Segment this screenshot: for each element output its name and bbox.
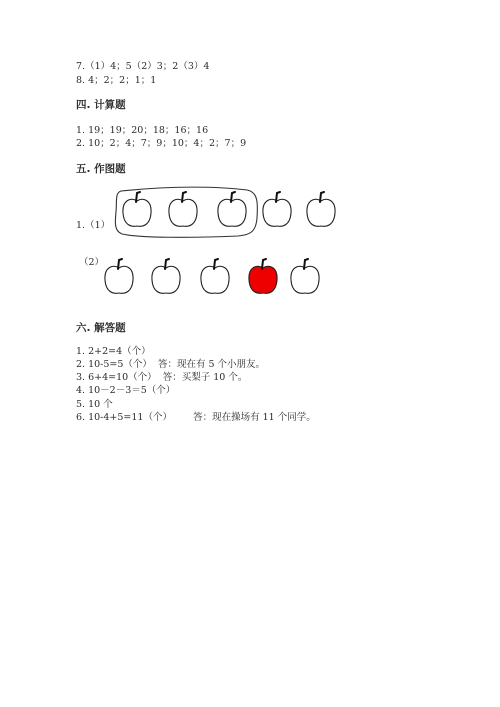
section-6-answer-6: 6. 10-4+5=11（个） 答：现在操场有 11 个同学。 xyxy=(76,412,316,423)
apple-icon xyxy=(201,259,229,293)
section-6-answer-3: 3. 6+4=10（个） 答：买梨子 10 个。 xyxy=(76,372,248,383)
section-6-answer-4: 4. 10－2－3＝5（个） xyxy=(76,385,176,396)
section-4-answer-2: 2. 10；2；4；7；9；10；4；2；7；9 xyxy=(76,138,247,149)
apple-icon xyxy=(105,259,133,293)
red-apple-icon xyxy=(249,259,277,293)
section-4-answer-1: 1. 19；19；20；18；16；16 xyxy=(76,125,209,136)
apple-icon xyxy=(307,192,335,226)
section-5-q1-label: 1.（1） xyxy=(76,220,111,231)
apple-icon xyxy=(291,259,319,293)
apple-icon xyxy=(263,192,291,226)
section-5-q2-label: （2） xyxy=(79,257,105,268)
section-5-heading: 五. 作图题 xyxy=(76,163,126,175)
section-6-answer-1: 1. 2+2=4（个） xyxy=(76,346,151,357)
apple-icon xyxy=(123,192,151,226)
section-4-heading: 四. 计算题 xyxy=(76,99,126,111)
apple-icon xyxy=(152,259,180,293)
apple-icon xyxy=(169,192,197,226)
section-6-answer-2: 2. 10-5=5（个） 答：现在有 5 个小朋友。 xyxy=(76,359,266,370)
section-6-answer-5: 5. 10 个 xyxy=(76,399,113,410)
apple-icon xyxy=(218,192,246,226)
answer-7: 7.（1）4；5（2）3；2（3）4 xyxy=(76,61,210,72)
answer-8: 8. 4；2；2；1；1 xyxy=(76,75,157,86)
section-6-heading: 六. 解答题 xyxy=(76,322,126,334)
